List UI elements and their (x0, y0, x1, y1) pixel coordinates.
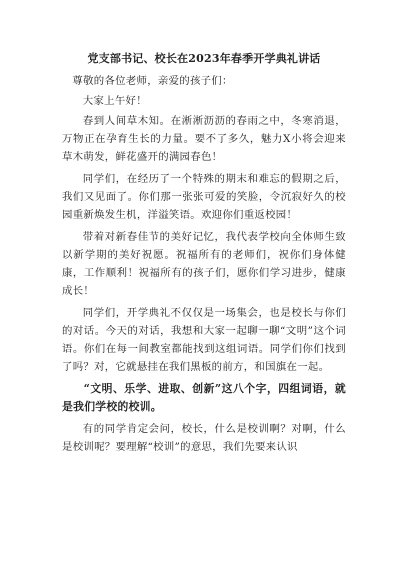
body-paragraph-dialogue: 同学们，开学典礼不仅仅是一场集会，也是校长与你们的对话。今天的对话，我想和大家一起聊一聊“文明”这个词语。你们在每一间教室都能找到这组词语。同学们你们找到了吗？对，它就悬挂在我们黑板的前方，和国旗在一起。 (62, 307, 346, 373)
body-paragraph-question: 有的同学肯定会问，校长，什么是校训啊？对啊，什么是校训呢？要理解“校训”的意思，我们先要来认识 (62, 423, 346, 453)
body-paragraph-motto: “文明、乐学、进取、创新”这八个字，四组词语，就是我们学校的校训。 (62, 382, 346, 413)
body-paragraph-spring: 春到人间草木知。在淅淅沥沥的春雨之中，冬寒消退，万物正在孕育生长的力量。要不了多久，魅力X小将会迎来草木萌发，鲜花盛开的满园春色！ (62, 115, 346, 163)
body-paragraph-wishes: 带着对新春佳节的美好记忆，我代表学校向全体师生致以新学期的美好祝愿。祝福所有的老师们，祝你们身体健康，工作顺利！祝福所有的孩子们，愿你们学习进步，健康成长！ (62, 231, 346, 297)
document-title: 党支部书记、校长在2023年春季开学典礼讲话 (87, 52, 321, 65)
salutation-paragraph: 尊敬的各位老师，亲爱的孩子们： (72, 75, 233, 87)
body-paragraph-welcome: 同学们，在经历了一个特殊的期末和难忘的假期之后，我们又见面了。你们那一张张可爱的笑脸，令沉寂好久的校园重新焕发生机，洋溢笑语。欢迎你们重返校园！ (62, 173, 346, 221)
greeting-paragraph: 大家上午好！ (82, 95, 147, 107)
